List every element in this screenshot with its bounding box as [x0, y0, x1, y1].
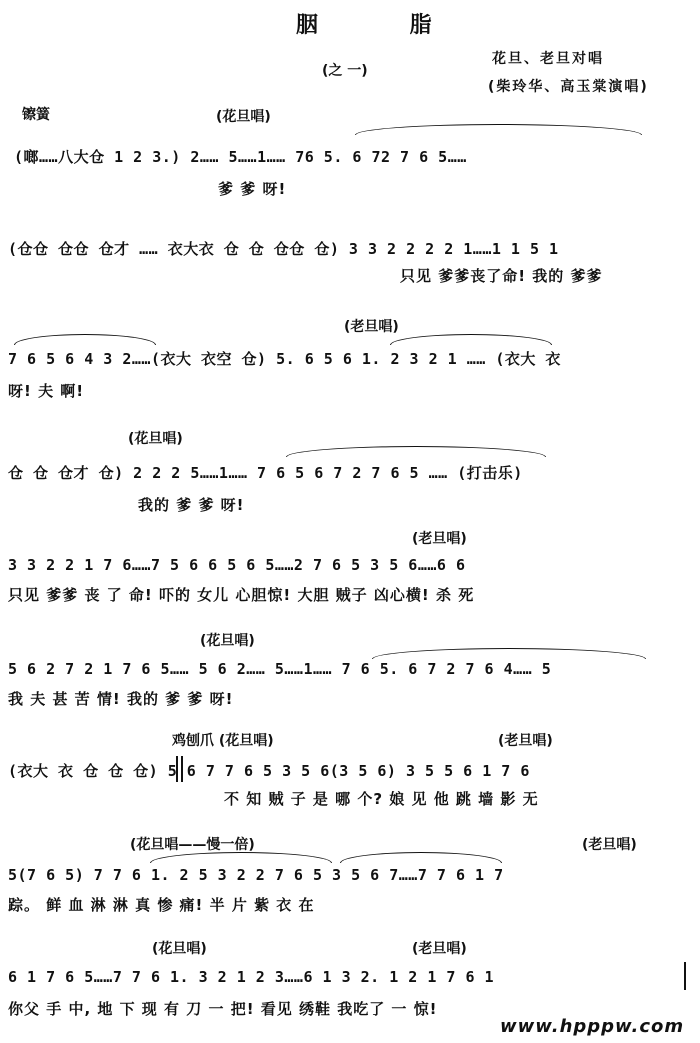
role-label: 鸡刨爪 (花旦唱) [172, 733, 274, 749]
notation-line: (仓仓 仓仓 仓才 …… 衣大衣 仓 仓 仓仓 仓) 3 3 2 2 2 2 1……1 1 5 1 [8, 240, 559, 258]
lyric-line: 你父 手 中, 地 下 现 有 刀 一 把! 看见 绣鞋 我吃了 一 惊! [8, 1000, 438, 1018]
credit-line-2: (柴玲华、高玉棠演唱) [488, 79, 649, 95]
role-label: (老旦唱) [412, 941, 467, 957]
lyric-line: 我的 爹 爹 呀! [138, 496, 245, 514]
phrase-slur [390, 334, 552, 345]
lyric-line: 只见 爹爹 丧 了 命! 吓的 女儿 心胆惊! 大胆 贼子 凶心横! 杀 死 [8, 586, 475, 604]
role-label: (花旦唱) [216, 109, 271, 125]
role-label: (老旦唱) [582, 837, 637, 853]
percussion-label: 镲簧 [22, 107, 50, 123]
role-label: (花旦唱) [152, 941, 207, 957]
role-label: (老旦唱) [412, 531, 467, 547]
part-subtitle: (之 一) [322, 63, 368, 79]
phrase-slur [340, 852, 502, 863]
notation-line: (啷……八大仓 1 2 3.) 2…… 5……1…… 76 5. 6 72 7 6 5…… [14, 148, 467, 166]
notation-line: 5 6 2 7 2 1 7 6 5…… 5 6 2…… 5……1…… 7 6 5. 6 7 2 7 6 4…… 5 [8, 660, 552, 678]
watermark: www.hpppw.com [500, 1016, 685, 1037]
lyric-line: 不 知 贼 子 是 哪 个? 娘 见 他 跳 墙 影 无 [224, 790, 539, 808]
role-label: (花旦唱) [200, 633, 255, 649]
lyric-line: 我 夫 甚 苦 情! 我的 爹 爹 呀! [8, 690, 234, 708]
notation-line: (衣大 衣 仓 仓 仓) 5 6 7 7 6 5 3 5 6(3 5 6) 3 5 5 6 1 7 6 [8, 762, 530, 780]
notation-line: 7 6 5 6 4 3 2……(衣大 衣空 仓) 5. 6 5 6 1. 2 3 2 1 …… (衣大 衣 [8, 350, 561, 368]
phrase-slur [286, 446, 546, 457]
role-label: (花旦唱——慢一倍) [130, 837, 255, 853]
role-label: (老旦唱) [498, 733, 553, 749]
page-title: 胭 脂 [296, 12, 474, 38]
phrase-slur [355, 124, 642, 135]
lyric-line: 只见 爹爹丧了命! 我的 爹爹 [400, 267, 603, 285]
credit-line-1: 花旦、老旦对唱 [492, 51, 604, 67]
notation-line: 3 3 2 2 1 7 6……7 5 6 6 5 6 5……2 7 6 5 3 5 6……6 6 [8, 556, 466, 574]
role-label: (花旦唱) [128, 431, 183, 447]
notation-line: 仓 仓 仓才 仓) 2 2 2 5……1…… 7 6 5 6 7 2 7 6 5 …… (打击乐) [8, 464, 523, 482]
phrase-slur [14, 334, 156, 345]
final-barline [684, 962, 686, 990]
lyric-line: 呀! 夫 啊! [8, 382, 85, 400]
lyric-line: 踪。 鲜 血 淋 淋 真 惨 痛! 半 片 紫 衣 在 [8, 896, 315, 914]
lyric-line: 爹 爹 呀! [218, 180, 287, 198]
notation-line: 5(7 6 5) 7 7 6 1. 2 5 3 2 2 7 6 5 3 5 6 7……7 7 6 1 7 [8, 866, 504, 884]
role-label: (老旦唱) [344, 319, 399, 335]
notation-line: 6 1 7 6 5……7 7 6 1. 3 2 1 2 3……6 1 3 2. 1 2 1 7 6 1 [8, 968, 495, 986]
phrase-slur [372, 648, 646, 659]
